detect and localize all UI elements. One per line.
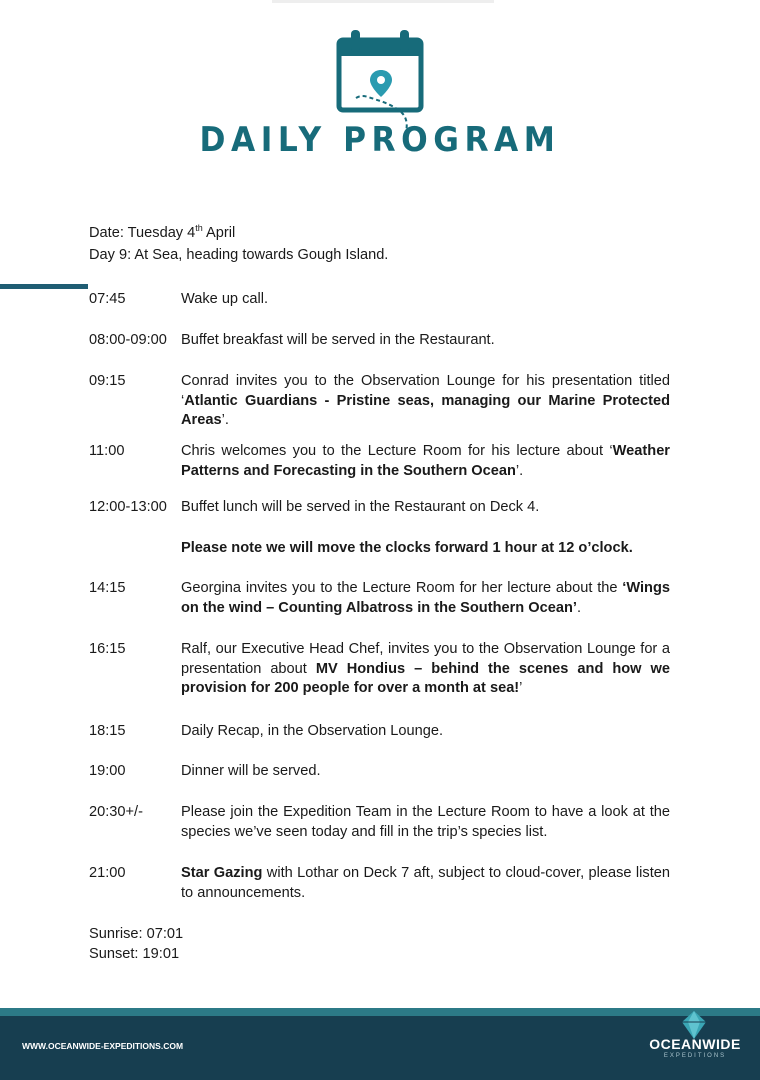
schedule-time: 11:00 bbox=[89, 443, 125, 459]
schedule-description bbox=[181, 539, 670, 559]
schedule-time: 07:45 bbox=[89, 291, 126, 307]
schedule-item bbox=[89, 498, 670, 518]
description-text: . bbox=[576, 599, 581, 616]
schedule-time: 12:00-13:00 bbox=[89, 499, 167, 515]
schedule-description bbox=[181, 722, 670, 742]
schedule-item bbox=[89, 803, 670, 842]
footer-accent-strip bbox=[0, 1008, 760, 1016]
top-divider bbox=[272, 0, 494, 3]
description-text: Chris welcomes you to the Lecture Room for his lecture about ‘ bbox=[181, 443, 613, 459]
schedule-time: 14:15 bbox=[89, 580, 126, 596]
schedule-item bbox=[89, 864, 670, 903]
schedule-item bbox=[89, 290, 670, 310]
schedule-item bbox=[89, 331, 670, 351]
description-emphasis: Atlantic Guardians - Pristine seas, managing our Marine Protected Areas bbox=[181, 392, 670, 428]
description-emphasis: Please note we will move the clocks forward 1 hour at 12 o’clock. bbox=[181, 540, 633, 556]
calendar-map-pin-icon bbox=[334, 28, 430, 132]
schedule-description bbox=[181, 640, 670, 699]
description-text: with Lothar on Deck 7 aft, subject to cloud-cover, please listen to announcements. bbox=[181, 865, 670, 901]
schedule-item bbox=[89, 640, 670, 699]
schedule-description bbox=[181, 290, 670, 310]
schedule-description bbox=[181, 803, 670, 842]
description-emphasis: Weather Patterns and Forecasting in the Southern Ocean bbox=[181, 443, 670, 479]
description-text: Ralf, our Executive Head Chef, invites you to the Observation Lounge for a presentation about bbox=[181, 641, 670, 677]
schedule-time: 16:15 bbox=[89, 641, 126, 657]
footer-website-link[interactable]: WWW.OCEANWIDE-EXPEDITIONS.COM bbox=[22, 1041, 184, 1051]
description-emphasis: ‘Wings on the wind – Counting Albatross in the Southern Ocean’ bbox=[181, 580, 670, 616]
schedule-description bbox=[181, 579, 670, 618]
schedule-item bbox=[89, 442, 670, 481]
footer bbox=[0, 1016, 760, 1080]
schedule-item bbox=[89, 722, 670, 742]
page-title: DAILY PROGRAM bbox=[199, 120, 561, 160]
description-emphasis: MV Hondius – behind the scenes and how we provision for 200 people for over a month at sea! bbox=[181, 660, 671, 696]
schedule-description bbox=[181, 372, 670, 431]
brand-name: OCEANWIDE bbox=[649, 1036, 741, 1052]
description-text: Buffet breakfast will be served in the Restaurant. bbox=[181, 332, 495, 348]
accent-bar bbox=[0, 284, 88, 289]
schedule-time: 21:00 bbox=[89, 865, 126, 881]
description-text: ’. bbox=[221, 412, 229, 428]
description-text: Wake up call. bbox=[181, 291, 269, 307]
schedule-time: 08:00-09:00 bbox=[89, 332, 167, 348]
description-text: ’ bbox=[519, 680, 523, 696]
schedule-description bbox=[181, 498, 670, 518]
description-text: Daily Recap, in the Observation Lounge. bbox=[181, 723, 444, 739]
schedule-time: 18:15 bbox=[89, 723, 126, 739]
schedule-item bbox=[89, 539, 670, 559]
description-text: Dinner will be served. bbox=[181, 763, 321, 779]
schedule-description bbox=[181, 331, 670, 351]
schedule-description bbox=[181, 442, 670, 481]
description-text: Please join the Expedition Team in the Lecture Room to have a look at the species we’ve seen today and fill in the trip’s species list. bbox=[181, 804, 670, 840]
date-line: Date: Tuesday 4th April bbox=[89, 223, 236, 241]
schedule-item bbox=[89, 372, 670, 431]
description-text: Georgina invites you to the Lecture Room for her lecture about the bbox=[181, 580, 623, 596]
schedule-time: 09:15 bbox=[89, 373, 126, 389]
sunset-text: Sunset: 19:01 bbox=[89, 946, 180, 962]
schedule-description bbox=[181, 864, 670, 903]
schedule-time: 19:00 bbox=[89, 763, 126, 779]
schedule-description bbox=[181, 762, 670, 782]
description-text: Buffet lunch will be served in the Restaurant on Deck 4. bbox=[181, 499, 540, 515]
sunrise-text: Sunrise: 07:01 bbox=[89, 926, 184, 942]
description-text: ’. bbox=[515, 462, 524, 479]
day-line: Day 9: At Sea, heading towards Gough Island. bbox=[89, 247, 389, 263]
schedule-item bbox=[89, 579, 670, 618]
description-emphasis: Star Gazing bbox=[181, 865, 263, 881]
description-text: Conrad invites you to the Observation Lounge for his presentation titled ‘ bbox=[181, 373, 670, 409]
brand-subtitle: EXPEDITIONS bbox=[663, 1053, 727, 1059]
schedule-time: 20:30+/- bbox=[89, 804, 143, 820]
schedule-item bbox=[89, 762, 670, 782]
